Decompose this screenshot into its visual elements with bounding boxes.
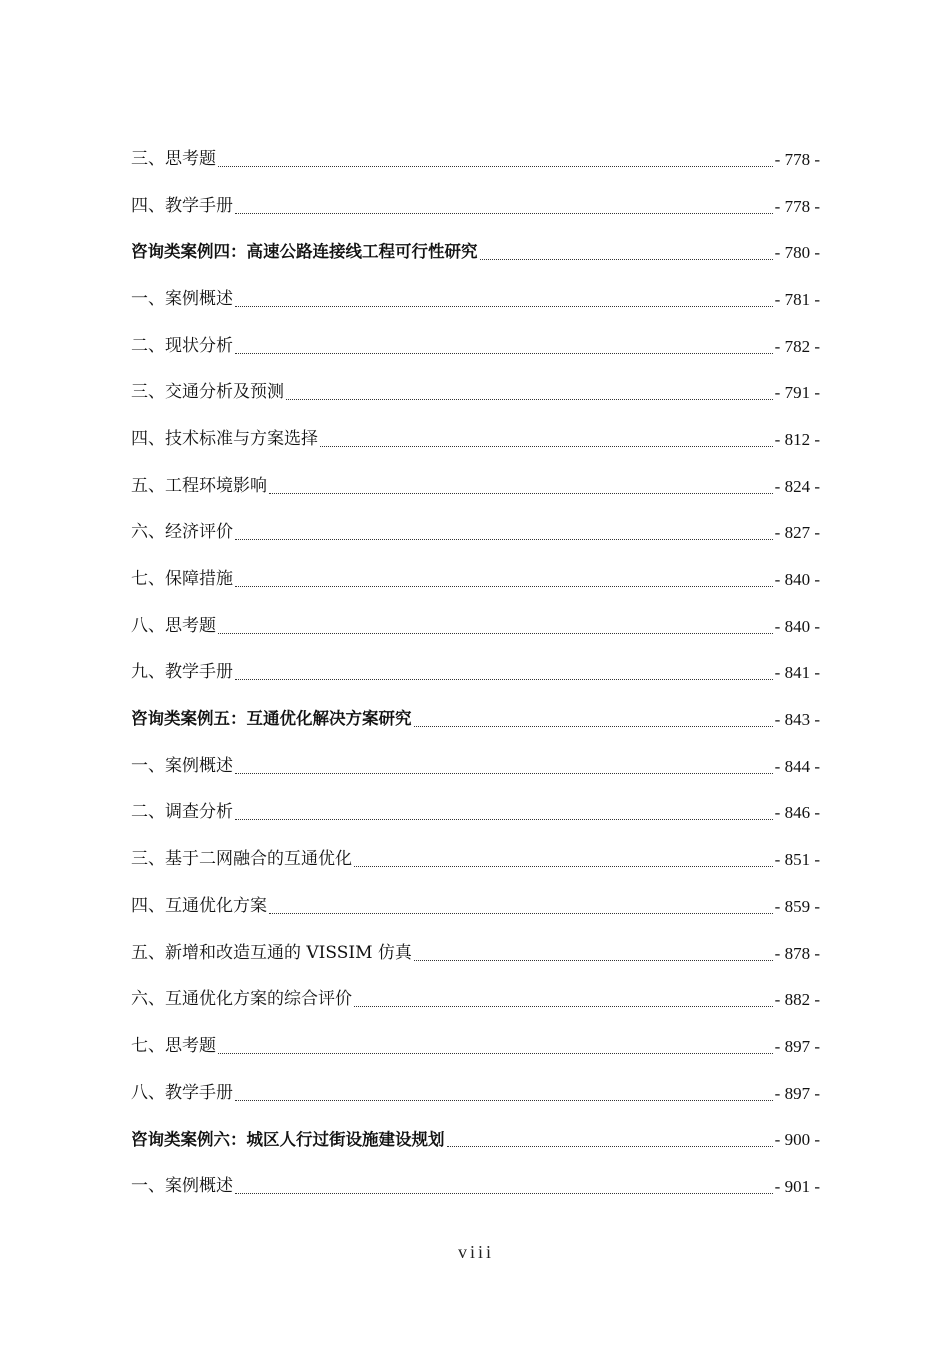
toc-entry-page: - 859 - (774, 896, 820, 916)
toc-entry-page: - 824 - (774, 476, 820, 496)
dot-leader (235, 213, 773, 214)
toc-entry-page: - 900 - (774, 1130, 820, 1150)
dot-leader (286, 399, 773, 400)
toc-entry[interactable] (131, 463, 820, 510)
toc-entry-title: 一、案例概述 (131, 1175, 233, 1196)
toc-entry[interactable] (131, 1163, 820, 1210)
toc-entry-page: - 778 - (774, 196, 820, 216)
toc-entry[interactable] (131, 556, 820, 603)
dot-leader (235, 773, 773, 774)
dot-leader (269, 913, 773, 914)
toc-entry-title: 四、互通优化方案 (131, 895, 267, 916)
dot-leader (269, 493, 773, 494)
table-of-contents (131, 136, 820, 1210)
toc-entry-title: 五、新增和改造互通的 VISSIM 仿真 (131, 942, 412, 963)
dot-leader (235, 353, 773, 354)
toc-entry-title: 二、调查分析 (131, 802, 233, 823)
toc-entry-title: 一、案例概述 (131, 755, 233, 776)
toc-entry-page: - 851 - (774, 850, 820, 870)
toc-entry[interactable] (131, 369, 820, 416)
toc-entry-page: - 840 - (774, 616, 820, 636)
toc-entry[interactable] (131, 743, 820, 790)
toc-entry-page: - 844 - (774, 756, 820, 776)
toc-entry[interactable] (131, 883, 820, 930)
toc-entry-title: 六、互通优化方案的综合评价 (131, 989, 352, 1010)
toc-entry-page: - 846 - (774, 803, 820, 823)
toc-entry-title: 四、教学手册 (131, 195, 233, 216)
toc-entry-page: - 897 - (774, 1083, 820, 1103)
toc-entry-page: - 840 - (774, 570, 820, 590)
toc-entry-title: 七、保障措施 (131, 569, 233, 590)
dot-leader (447, 1146, 773, 1147)
toc-heading-entry[interactable] (131, 696, 820, 743)
toc-entry-title: 九、教学手册 (131, 662, 233, 683)
toc-entry[interactable] (131, 510, 820, 557)
dot-leader (235, 306, 773, 307)
toc-entry-page: - 791 - (774, 383, 820, 403)
dot-leader (235, 679, 773, 680)
dot-leader (480, 259, 773, 260)
toc-entry-page: - 841 - (774, 663, 820, 683)
toc-entry[interactable] (131, 836, 820, 883)
toc-entry-page: - 897 - (774, 1036, 820, 1056)
toc-entry[interactable] (131, 930, 820, 977)
toc-entry-page: - 882 - (774, 990, 820, 1010)
toc-entry-page: - 843 - (774, 710, 820, 730)
dot-leader (235, 819, 773, 820)
toc-entry[interactable] (131, 136, 820, 183)
toc-entry[interactable] (131, 603, 820, 650)
dot-leader (218, 1053, 773, 1054)
dot-leader (414, 726, 773, 727)
toc-heading-entry[interactable] (131, 1116, 820, 1163)
toc-entry[interactable] (131, 1070, 820, 1117)
dot-leader (354, 1006, 773, 1007)
toc-entry[interactable] (131, 790, 820, 837)
toc-entry-page: - 901 - (774, 1176, 820, 1196)
toc-entry-title: 八、思考题 (131, 615, 216, 636)
toc-entry-title: 一、案例概述 (131, 288, 233, 309)
toc-entry-title: 八、教学手册 (131, 1082, 233, 1103)
toc-entry-page: - 782 - (774, 336, 820, 356)
toc-entry-page: - 827 - (774, 523, 820, 543)
toc-entry-page: - 778 - (774, 149, 820, 169)
dot-leader (235, 586, 773, 587)
toc-entry[interactable] (131, 323, 820, 370)
page-number: viii (457, 1242, 494, 1262)
toc-entry-page: - 780 - (774, 243, 820, 263)
toc-entry-title: 三、基于二网融合的互通优化 (131, 849, 352, 870)
dot-leader (235, 1100, 773, 1101)
toc-heading-entry[interactable] (131, 229, 820, 276)
toc-entry-title: 三、思考题 (131, 148, 216, 169)
toc-entry-title: 咨询类案例五：互通优化解决方案研究 (131, 709, 412, 729)
toc-entry-title: 七、思考题 (131, 1035, 216, 1056)
toc-entry-title: 四、技术标准与方案选择 (131, 428, 318, 449)
dot-leader (218, 166, 773, 167)
toc-entry[interactable] (131, 416, 820, 463)
dot-leader (235, 539, 773, 540)
dot-leader (354, 866, 773, 867)
toc-entry-page: - 812 - (774, 429, 820, 449)
toc-entry-title: 咨询类案例四：高速公路连接线工程可行性研究 (131, 242, 478, 262)
toc-entry[interactable] (131, 976, 820, 1023)
toc-entry-title: 六、经济评价 (131, 522, 233, 543)
toc-entry[interactable] (131, 1023, 820, 1070)
dot-leader (414, 960, 773, 961)
toc-entry-title: 三、交通分析及预测 (131, 382, 284, 403)
toc-entry-title: 五、工程环境影响 (131, 475, 267, 496)
toc-entry-page: - 878 - (774, 943, 820, 963)
toc-entry[interactable] (131, 276, 820, 323)
toc-entry-title: 咨询类案例六：城区人行过街设施建设规划 (131, 1129, 445, 1149)
toc-entry-title: 二、现状分析 (131, 335, 233, 356)
dot-leader (218, 633, 773, 634)
dot-leader (235, 1193, 773, 1194)
toc-entry[interactable] (131, 183, 820, 230)
dot-leader (320, 446, 773, 447)
toc-entry[interactable] (131, 650, 820, 697)
toc-entry-page: - 781 - (774, 289, 820, 309)
